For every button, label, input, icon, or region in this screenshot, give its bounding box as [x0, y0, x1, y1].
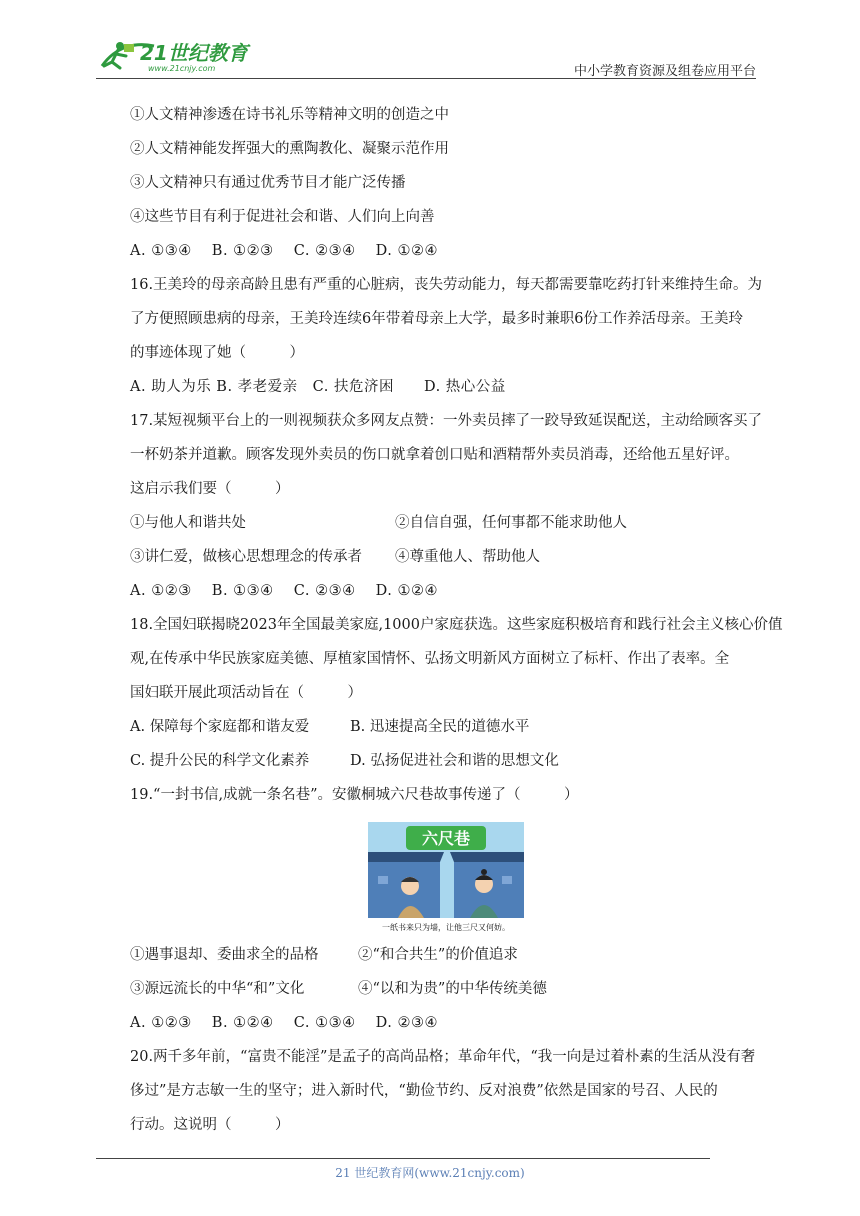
q20-stem-line-2: 侈过”是方志敏一生的坚守；进入新时代，“勤俭节约、反对浪费”依然是国家的号召、人民的	[130, 1083, 718, 1099]
q19-statement-4: ④“以和为贵”的中华传统美德	[358, 981, 547, 997]
platform-title: 中小学教育资源及组卷应用平台	[573, 64, 756, 79]
q17-statement-4: ④尊重他人、帮助他人	[395, 549, 540, 565]
q19-stem: 19.“一封书信,成就一条名巷”。安徽桐城六尺巷故事传递了（ ）	[130, 787, 579, 803]
q17-statement-2: ②自信自强，任何事都不能求助他人	[395, 515, 627, 531]
figure-title: 六尺巷	[421, 829, 471, 848]
q15-statement-3: ③人文精神只有通过优秀节目才能广泛传播	[130, 175, 406, 191]
q19-statements-row-1	[130, 938, 765, 972]
q18-options-row-2	[130, 744, 765, 778]
q16-stem-line-2: 了方便照顾患病的母亲，王美玲连续6年带着母亲上大学，最多时兼职6份工作养活母亲。王美玲	[130, 311, 743, 327]
site-logo	[96, 36, 256, 76]
footer-divider	[96, 1158, 710, 1159]
q18-options-row-1	[130, 710, 765, 744]
liuchi-alley-illustration	[368, 822, 524, 934]
page-header	[0, 0, 860, 80]
q17-statement-3: ③讲仁爱，做核心思想理念的传承者	[130, 549, 362, 565]
q17-options: A. ①②③ B. ①③④ C. ②③④ D. ①②④	[130, 583, 439, 599]
q17-statements-row-2	[130, 540, 765, 574]
q17-stem-line-2: 一杯奶茶并道歉。顾客发现外卖员的伤口就拿着创口贴和酒精帮外卖员消毒，还给他五星好评。	[130, 447, 739, 463]
q18-stem-line-1: 18.全国妇联揭晓2023年全国最美家庭,1000户家庭获选。这些家庭积极培育和践行社会主义核心价值	[130, 617, 783, 633]
q19-statement-1: ①遇事退却、委曲求全的品格	[130, 947, 319, 963]
q15-options: A. ①③④ B. ①②③ C. ②③④ D. ①②④	[130, 243, 439, 259]
q15-statement-4: ④这些节目有利于促进社会和谐、人们向上向善	[130, 209, 435, 225]
q19-statements-row-2	[130, 972, 765, 1006]
liuchi-alley-figure	[130, 816, 765, 934]
q19-statement-3: ③源远流长的中华“和”文化	[130, 981, 305, 997]
q18-option-a: A. 保障每个家庭都和谐友爱	[130, 719, 310, 735]
q19-options: A. ①②③ B. ①②④ C. ①③④ D. ②③④	[130, 1015, 439, 1031]
q18-option-b: B. 迅速提高全民的道德水平	[350, 719, 530, 735]
q19-statement-2: ②“和合共生”的价值追求	[358, 947, 518, 963]
svg-text:21世纪教育: 21世纪教育	[140, 41, 248, 65]
q17-stem-line-3: 这启示我们要（ ）	[130, 481, 290, 497]
q16-stem-line-3: 的事迹体现了她（ ）	[130, 345, 304, 361]
q15-statement-1: ①人文精神渗透在诗书礼乐等精神文明的创造之中	[130, 107, 449, 123]
svg-text:www.21cnjy.com: www.21cnjy.com	[148, 64, 216, 73]
q17-stem-line-1: 17.某短视频平台上的一则视频获众多网友点赞：一外卖员摔了一跤导致延误配送，主动给顾客买了	[130, 413, 763, 429]
q16-options: A. 助人为乐 B. 孝老爱亲 C. 扶危济困 D. 热心公益	[130, 379, 506, 395]
q18-option-d: D. 弘扬促进社会和谐的思想文化	[350, 753, 559, 769]
q18-stem-line-2: 观,在传承中华民族家庭美德、厚植家国情怀、弘扬文明新风方面树立了标杆、作出了表率。全	[130, 651, 730, 667]
footer-link[interactable]: 21 世纪教育网(www.21cnjy.com)	[335, 1166, 525, 1180]
q18-stem-line-3: 国妇联开展此项活动旨在（ ）	[130, 685, 362, 701]
question-content	[130, 98, 783, 1142]
q18-option-c: C. 提升公民的科学文化素养	[130, 753, 310, 769]
figure-caption: 一纸书来只为墙，让他三尺又何妨。	[382, 923, 510, 932]
q20-stem-line-1: 20.两千多年前，“富贵不能淫”是孟子的高尚品格；革命年代，“我一向是过着朴素的生活从没有奢	[130, 1049, 756, 1065]
q20-stem-line-3: 行动。这说明（ ）	[130, 1117, 290, 1133]
q17-statements-row-1	[130, 506, 765, 540]
q15-statement-2: ②人文精神能发挥强大的熏陶教化、凝聚示范作用	[130, 141, 449, 157]
q17-statement-1: ①与他人和谐共处	[130, 515, 246, 531]
header-divider	[96, 78, 756, 79]
q16-stem-line-1: 16.王美玲的母亲高龄且患有严重的心脏病，丧失劳动能力，每天都需要靠吃药打针来维持生命。为	[130, 277, 763, 293]
